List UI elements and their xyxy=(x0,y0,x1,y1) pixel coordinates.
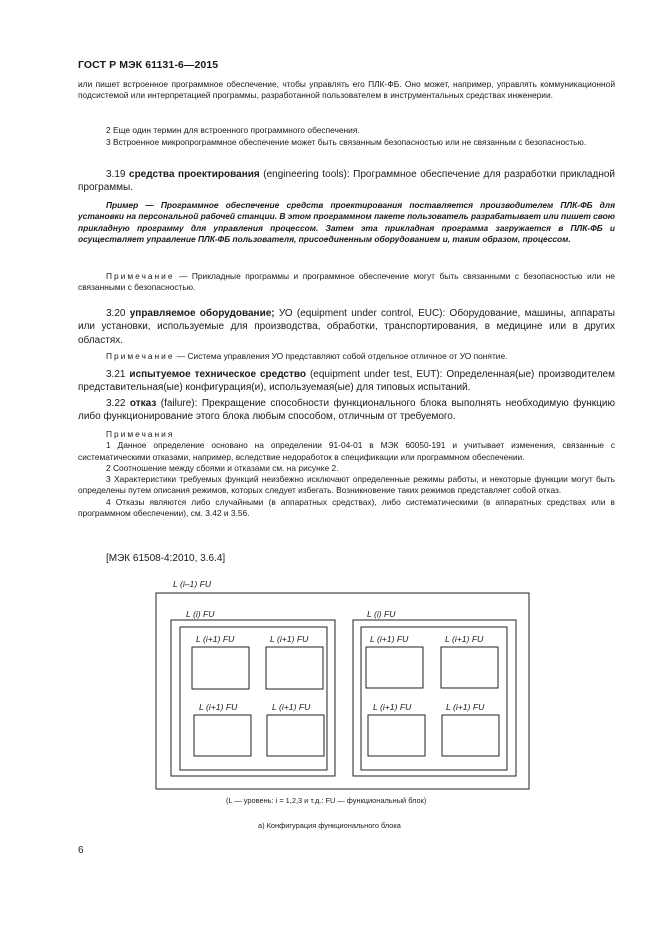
term-3-20: 3.20 управляемое оборудование; УО (equipment under control, EUC): Оборудование, машины, аппараты или установки, используемые для производства, обработки, транспортирования, в медицине или в других областях. xyxy=(78,308,615,346)
inner-block xyxy=(361,627,507,770)
leaf-block xyxy=(266,647,323,689)
leaf-block xyxy=(442,715,499,756)
leaf-block-label: L (i+1) FU xyxy=(373,702,412,712)
note-3-19: Примечание — Прикладные программы и программное обеспечение могут быть связанными с безопасностью или не связанными с безопасностью. xyxy=(78,271,615,293)
mid-block-label: L (i) FU xyxy=(367,609,396,619)
term-3-21: 3.21 испытуемое техническое средство (equipment under test, EUT): Определенная(ые) производителем представительная(ые) конфигурация(и), используемая(ые) для типовых испытаний. xyxy=(78,369,615,394)
note-item: 1 Данное определение основано на определении 91-04-01 в МЭК 60050-191 и учитывает изменения, связанные с систематическими отказами, например, вследствие недоработок в спецификации или программном обеспечении. xyxy=(78,440,615,462)
leaf-block-label: L (i+1) FU xyxy=(196,634,235,644)
notes-label: Примечания xyxy=(106,429,175,439)
leaf-block xyxy=(194,715,251,756)
leaf-block-label: L (i+1) FU xyxy=(445,634,484,644)
reference-source: [МЭК 61508-4:2010, 3.6.4] xyxy=(106,553,226,564)
note-3-20: Примечание — Система управления УО представляют собой отдельное отличное от УО понятие. xyxy=(106,351,508,361)
leaf-block xyxy=(441,647,498,688)
example-3-19: Пример — Программное обеспечение средств проектирования поставляется производителем ПЛК-ФБ для установки на персональной рабочей станции. В этом программном пакете пользователь разрабатывает или пишет свою прикладную программу для управления процессом. Затем эта прикладная программа загружается в ПЛК-ФБ и осуществляет управление ПЛК-ФБ пользователя, присоединенным оборудованием и, таким образом, процессом. xyxy=(78,200,616,244)
note-item: 3 Характеристики требуемых функций неизбежно исключают определенные режимы работы, и некоторые функции могут быть определены путем описания режимов, которых следует избегать. Возникновение таких режимов представляет собой отказ. xyxy=(78,474,615,496)
leaf-block-label: L (i+1) FU xyxy=(272,702,311,712)
term-3-22: 3.22 отказ (failure): Прекращение способности функционального блока выполнять необходимую функцию либо функционирование этого блока любым способом, отличным от требуемого. xyxy=(78,398,615,423)
leaf-block-label: L (i+1) FU xyxy=(370,634,409,644)
note-item: 4 Отказы являются либо случайными (в аппаратных средствах), либо систематическими (в аппаратных средствах или в программном обеспечении), см. 3.42 и 3.56. xyxy=(78,496,615,519)
leaf-block xyxy=(368,715,425,756)
leaf-block xyxy=(192,647,249,689)
leaf-block-label: L (i+1) FU xyxy=(446,702,485,712)
leaf-block-label: L (i+1) FU xyxy=(199,702,238,712)
outer-block-label: L (i–1) FU xyxy=(173,579,212,589)
figure-caption: а) Конфигурация функционального блока xyxy=(258,821,401,830)
document-header: ГОСТ Р МЭК 61131-6—2015 xyxy=(78,59,219,71)
page-number: 6 xyxy=(78,845,84,856)
leaf-block xyxy=(366,647,423,688)
note-2-paragraph: 2 Еще один термин для встроенного программного обеспечения. xyxy=(106,125,360,135)
figure-legend: (L — уровень: i = 1,2,3 и т.д.: FU — функциональный блок) xyxy=(226,796,427,805)
leaf-block xyxy=(267,715,324,756)
note-3-paragraph: 3 Встроенное микропрограммное обеспечение может быть связанным безопасностью или не связанным с безопасностью. xyxy=(106,137,587,147)
term-3-19: 3.19 средства проектирования (engineering tools): Программное обеспечение для разработки прикладной программы. xyxy=(78,169,615,194)
note-item: 2 Соотношение между сбоями и отказами см. на рисунке 2. xyxy=(106,462,339,473)
leaf-block-label: L (i+1) FU xyxy=(270,634,309,644)
inner-block xyxy=(180,627,327,770)
outer-block xyxy=(156,593,529,789)
continued-note-paragraph: или пишет встроенное программное обеспечение, чтобы управлять его ПЛК-ФБ. Оно может, например, управлять коммуникационной подсистемой или интерпретацией программы, разработанной пользователем в инструментальных средствах инженерии. xyxy=(78,79,615,101)
mid-block-label: L (i) FU xyxy=(186,609,215,619)
